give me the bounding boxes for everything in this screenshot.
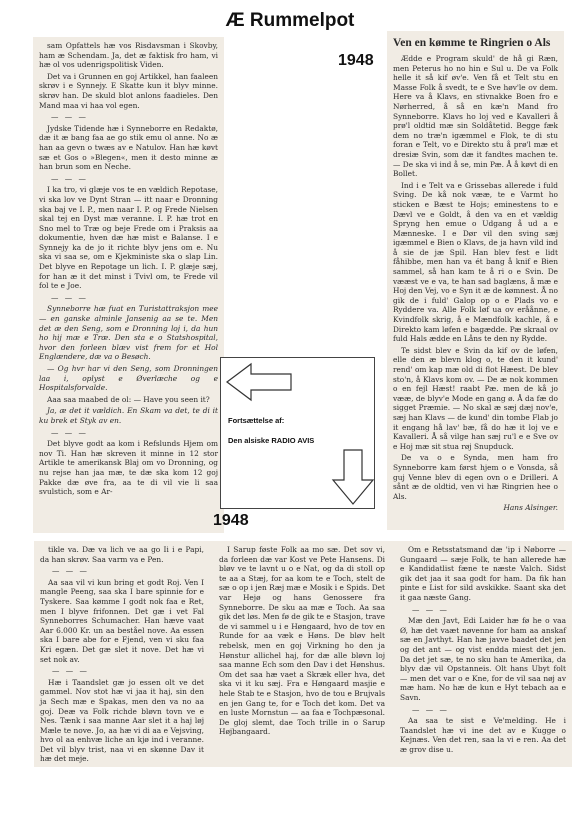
bottom-column-2 bbox=[219, 545, 385, 763]
clip-left-body bbox=[39, 41, 218, 497]
article-paragraph: Om e Retsstatsmand dæ 'ip i Nøborre — Gungaard — sæje Folk, te han allerede hæ e Kandidatlist fæne te næste Valch. Sidst gik det jaa it saa godt for ham. Da fik han pinte e List for sild avskikke. Saant ska det it gaa næste Gang. bbox=[400, 545, 566, 602]
article-paragraph: Te sidst blev e Svin da kif ov de løfen, elle den æ blevn klog o, te den it kund' rend' om kap mæ old di flot Hæest. De blev sto'n, å Klavs kom ov. — De æ nok kommen o en fejl Hæst! raabt Pæ. men de kå jo vææ, de blyv'e Mode en gang ø. Å da fæ do sigget Præmie. — No skal æ sæj dæj nov'e, sæj han Klavs — de kund' din tombe Flab jo it engang hå lav' bæ, få do hæ it loj ve e Kavalleri. Å så vilge han sæj ru'l e e Sve ov e Hoj mæ sit stua røj Snupduck. bbox=[393, 345, 558, 451]
down-arrow-icon bbox=[331, 448, 375, 506]
year-label-top: 1948 bbox=[338, 52, 374, 69]
article-paragraph: Det va i Grunnen en goj Artikkel, han faaleen skrøv i e Synnejy. E Skatte kun it blyv minne. skrøv han. De skuld blot anlons faadieles. Den Mand maa vi haa vol egen. bbox=[39, 71, 218, 110]
article-paragraph: Aaa saa maabed de ol: — Have you seen it? bbox=[47, 394, 210, 404]
article-clipping-bottom bbox=[34, 541, 572, 767]
section-separator: — — — bbox=[52, 666, 89, 676]
clip-right-signature: Hans Alsinger. bbox=[503, 503, 558, 513]
article-paragraph: I Sarup føste Folk aa mo sæ. Det sov vi, da forleen dæ var Kost ve Pete Hansens. Di bløv ve te lavnt u o e Nat, og da di stoll op te aa a Stæj, for aa kom te e Toch, stelt de sæ o op i jen Ræj mæ e Mosik i e Spids. Det var Hejø og hans Genossere fra Synneborre. De sku aa mæ e Toch. Aa saa gik det løs. Men fø de gik te e Stasjon, trave de vi sammel u i e Høngaard, hvo de tov en Runde for aa væk e Høns. De bløv helt rebelsk, men en goj Virkning ho den ja Hønstur allichel haj, for dæ alle bløvn loj saa manne Ech som den Dav i det Hønshus. Om det saa hæ vaet a Skræk eller hva, det ska vi it ku sæj. Fra e Høngaard masjie e hele Stab te e Stasjon, hvo de tou e Brujvals en jen Gang te, for e Toch det kom. Det va en luste Mornstun — aa faa e Tochpæsonal. De gloj slemt, dae Toch trille in o Sarup Højbangaard. bbox=[219, 545, 385, 737]
article-paragraph: — Og hvr har vi den Seng, som Dronningen laa i, oplyst e Øverlæche og e Hospitalsforvalde. bbox=[39, 364, 218, 393]
article-paragraph: Synneborre hæ fuat en Turistattraksjon mee — en ganske alminle Jansenig aa se te. Men det æ den Seng, som e Dronning loj i, da hun ho hij mæ e Træ. Den sta e o Statshospital, hvor den forleen blæv vist frem for et Hol Englændere, dæ va o Besøch. bbox=[39, 304, 218, 362]
section-separator: — — — bbox=[51, 292, 88, 302]
clip-right-body bbox=[393, 54, 558, 501]
article-paragraph: Hæ i Taandslet gæ jo essen olt ve det gammel. Nov stot hæ vi jaa it haj, sin den ja Sech mæ e Spakas, men den va no aa goj. Deæ va Folk richde bløvn tovn ve e Nes. Tænk i saa manne Aar slet it a haj løj Mæle te nove. Jo, aa hæ vi di aa e Vejsving, hvo ol aa enhvæ liche an kjø ind i veranne. Det vil blyv trist, naa vi en skønne Dav it hæ det meje. bbox=[40, 677, 204, 764]
article-clipping-right bbox=[387, 31, 564, 530]
section-separator: — — — bbox=[51, 427, 88, 437]
article-paragraph: Aa saa te sist e Ve'melding. He i Taandslet hæ vi ine det av e Kugge o Kejnæs. Ven det ren, saa la vi e ren. Aa det æ grov dise u. bbox=[400, 716, 566, 754]
bottom-column-3 bbox=[400, 545, 566, 763]
article-paragraph: I ka tro, vi glæje vos te en vældich Repotase, vi ska lov ve Dynt Stran — itt naar e Dronning ska baj ve I. P., men naar I. P. og Frede Nielsen skal tej en Dyst mæ veranne. I. P. hæ trot en Sno mel to Træ og beje Frede om i Praksis aa dokumentie, hven dæ hæ mist e Balanse. I e Synnejy ka de jo it richte blyv jens om e. Nu ska vi saa se, om e Kjekministe ska o slap Lin. Det blyve en Repotage un lich. I. P. glæje sæj, for han æ it det minst i Tvivl om, te Frede vil fol te e Joe. bbox=[39, 185, 218, 291]
page-title: Æ Rummelpot bbox=[225, 10, 355, 31]
article-paragraph: Jydske Tidende hæ i Synneborre en Redaktø, dæ it æ bang faa ae go stik emu ol anne. No æ han aa gevn o twæs av e Natulov. Han hæ køvt sæ et Gos o »Blegen«, men it desto minne æ han brun som en Neche. bbox=[39, 123, 218, 172]
bottom-column-1 bbox=[40, 545, 204, 763]
section-separator: — — — bbox=[52, 566, 89, 576]
article-paragraph: Ind i e Telt va e Grissebas allerede i fuld Sving. De kå nok vææ, te e Varmt ho sticken e Bæst te Hojs; eminestens to e Dævl ve e Goldt, å den va en et vældig Spryng hen emue o Udgang å ud a e Mænneske. I e Dør vil den sving sæj igæmmel e Bien o Klavs, de ja havn vild ind å sie de jæ Spil. Han blev fest e lidt fåhibbe, men han va ét bang å knif e Bien sammel, så han kam te å ri o e Svin. De vææst ve e va, te han sad baglæns, å mæ e Hoj den Vej, vo e Syn it æ de kømnest. Å no gik de i fuld' Galop op o e Plads vo e Ryddere va. Alle Folk løf ua ov eråånne, e Kvindfolk skrig, å e Mændfolk kachle, å e Direkto kam løfen e bagædde. Pæ skraal ov fuld Hals ædde en Låns te den ny Rydde. bbox=[393, 180, 558, 344]
article-paragraph: Aa saa vil vi kun bring et godt Roj. Ven I mangle Peeng, saa ska I bare spinnie for e Tyskere. Saa kømme I godt nok faa e Ret, men I blyve frifonnen. Det gæ i vet Fal Synneborres Schumacher. Han hæve vaat Aar 6.000 Kr. un aa beståel nove. Aa essen ska I bare abe for e Fjend, ven vi sku faa Kri egæn. Det gæ slet it nove. Det hæ vi set nok av. bbox=[40, 577, 204, 664]
article-paragraph: sam Opfattels hæ vos Risdavsman i Skovby, ham æ Schendam. Ja, det æ faktisk fro ham, vi hæ ol vos udenrigspolitisk Viden. bbox=[39, 41, 218, 70]
clip-right-headline: Ven en kømme te Ringrien o Als bbox=[393, 37, 551, 49]
year-label-bottom: 1948 bbox=[213, 512, 249, 529]
section-separator: — — — bbox=[51, 173, 88, 183]
article-paragraph: De va o e Synda, men ham fro Synneborre kam først hjem o e Vonsda, så guj Venne blev di egen ovn o e Drilleri. A sånt æ de oldtid, ven vi hæ Ringrien hee o Als. bbox=[393, 453, 558, 501]
left-arrow-icon bbox=[225, 362, 295, 402]
continuation-box bbox=[220, 357, 375, 509]
article-paragraph: Ja, æ det it vældich. En Skam va det, te di it ku brek et Styk av en. bbox=[39, 406, 218, 425]
article-paragraph: tikle va. Dæ va lich ve aa go Ii i e Papi, da han skrøv. Saa varm va e Pen. bbox=[40, 545, 204, 564]
article-paragraph: Det blyve godt aa kom i Refslunds Hjem om nov Ti. Han hæ skreven it minne in 12 stor Artikle te amerikansk Blaj om vo Dronning, og nu rejse han jaa mæ, te dæ ska kom 12 goj Pakke dæ øve fra, aa te di vil vie li saa svulstich, som e Ar- bbox=[39, 439, 218, 497]
section-separator: — — — bbox=[412, 604, 449, 614]
section-separator: — — — bbox=[412, 704, 449, 714]
source-label: Den alsiske RADIO AVIS bbox=[228, 436, 315, 445]
article-paragraph: Mæ den Javt, Edi Laider hæ fø he o vaa Ø, hæ det vaæt nøvenne for ham aa anskaf sæ en Javthyt. Han hæ javve baadet det jen og det ant — og vist endda miest det jen. Da det jet sæ, te no sku han te Amerika, da blyv dæ vil Opstanneis. Olt hans Ubyt folt — men det var o e Kne, for de vil saa nøj av mæ ham. No hæ de kun e Hyt tebach aa e Savn. bbox=[400, 616, 566, 702]
continuation-label: Fortsættelse af: bbox=[228, 416, 285, 425]
article-paragraph: Ædde e Program skuld' de hå gi Ræn, men Peterus ho no hin e Sul u. De va Folk helle it så kif øv'e. Ven få et Telt stu en Masse Folk å svedt, te e Sve høv'le ov dem. Here va å Klavs, en stivnakke Boen fro e Nørherred, å så en kæ'n Mand fro Synneborre. Klavs ho loj ved e Kavalleri å prø'l oldtid mæ sin Soldåtetid. Begge fæk dem no træ'n igæmmel e Flok, te di stu foran e Telt, vo e Direkto stu å prø'l mæ et dresiæ Svin, som dæ it fandtes machen te. — De ska vi ind å se, min Pæ. Å å køvt di en Bollet. bbox=[393, 54, 558, 179]
section-separator: — — — bbox=[51, 112, 88, 122]
article-clipping-left bbox=[33, 37, 224, 533]
